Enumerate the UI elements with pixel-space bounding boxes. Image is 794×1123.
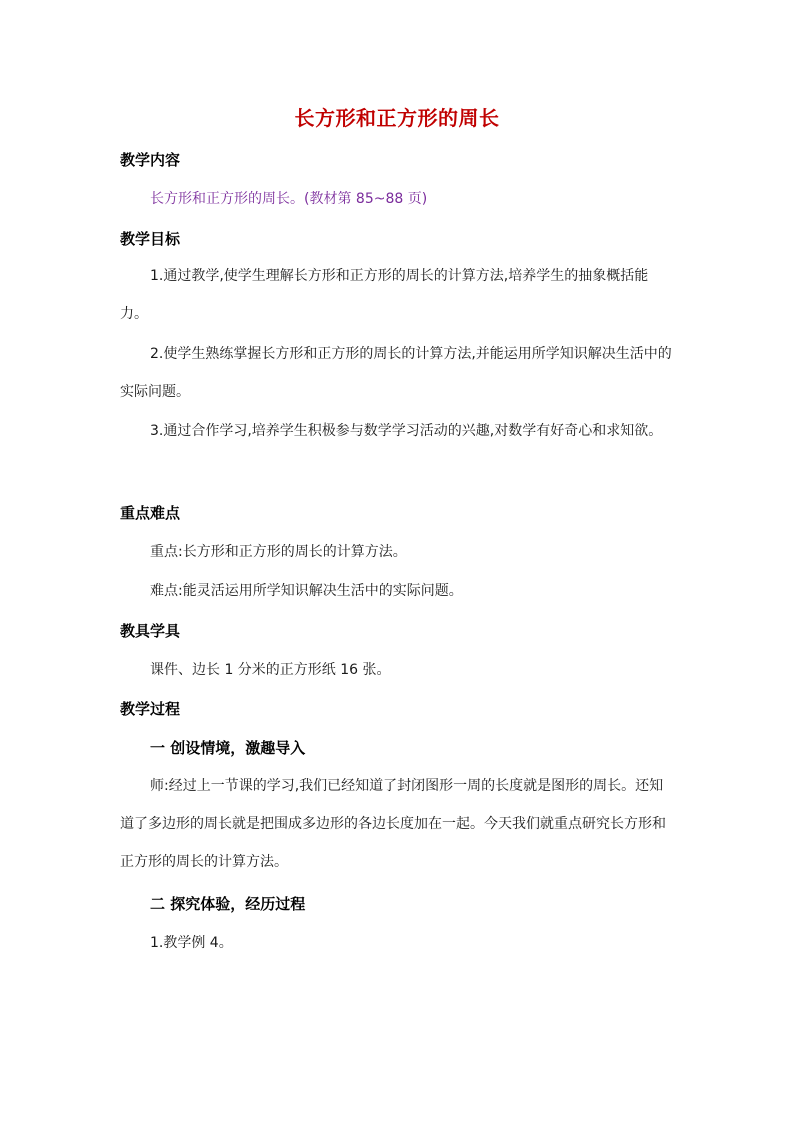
objective-item-3: 3.通过合作学习,培养学生积极参与数学学习活动的兴趣,对数学有好奇心和求知欲。 [150, 423, 663, 439]
heading-teaching-objectives: 教学目标 [120, 230, 181, 248]
difficulty-text: 难点:能灵活运用所学知识解决生活中的实际问题。 [150, 583, 463, 599]
heading-teaching-process: 教学过程 [120, 700, 181, 718]
objective-item-2: 2.使学生熟练掌握长方形和正方形的周长的计算方法,并能运用所学知识解决生活中的实际问题。 [120, 346, 672, 400]
teaching-content-text: 长方形和正方形的周长。(教材第 85~88 页) [150, 191, 428, 207]
heading-key-points: 重点难点 [120, 504, 181, 522]
key-point-text: 重点:长方形和正方形的周长的计算方法。 [150, 544, 407, 560]
process-step-2-heading: 二 探究体验，经历过程 [150, 895, 306, 913]
heading-materials: 教具学具 [120, 622, 181, 640]
process-step-1-heading: 一 创设情境，激趣导入 [150, 739, 306, 757]
heading-teaching-content: 教学内容 [120, 151, 181, 169]
objective-item-1: 1.通过教学,使学生理解长方形和正方形的周长的计算方法,培养学生的抽象概括能力。 [120, 268, 649, 322]
materials-text: 课件、边长 1 分米的正方形纸 16 张。 [150, 662, 391, 678]
process-step-2-item-1: 1.教学例 4。 [150, 935, 233, 951]
process-step-1-text: 师:经过上一节课的学习,我们已经知道了封闭图形一周的长度就是图形的周长。还知道了多边形的周长就是把围成多边形的各边长度加在一起。今天我们就重点研究长方形和正方形的周长的计算方法。 [120, 778, 666, 870]
document-title: 长方形和正方形的周长 [294, 106, 500, 130]
